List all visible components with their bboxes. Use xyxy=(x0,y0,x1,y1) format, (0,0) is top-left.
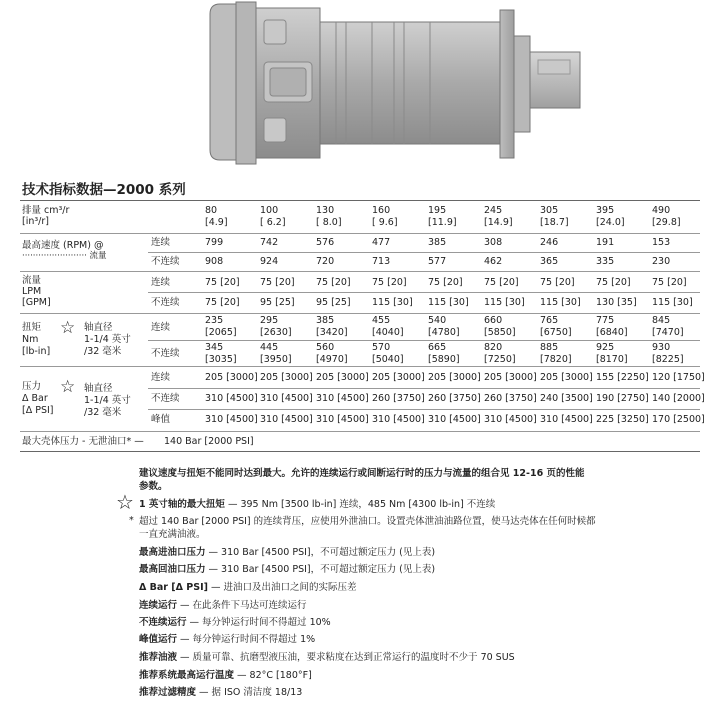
speed-cell: 191 xyxy=(596,237,615,248)
note-max-return-pressure: 最高回油口压力 — 310 Bar [4500 PSI]，不可超过额定压力 (见上表) xyxy=(139,564,436,575)
displacement-cell: 305 [18.7] xyxy=(540,205,569,228)
rule-after-speed xyxy=(20,271,700,272)
flow-cell: 95 [25] xyxy=(316,297,351,308)
torque-shaft-label: 轴直径 xyxy=(84,322,113,333)
flow-unit-gpm: [GPM] xyxy=(22,297,51,308)
speed-cell: 153 xyxy=(652,237,671,248)
mode-label: 连续 xyxy=(151,322,171,333)
flow-cell: 75 [20] xyxy=(652,277,687,288)
pressure-shaft-mm: /32 毫米 xyxy=(84,407,122,418)
pressure-cell: 205 [3000] xyxy=(540,372,593,383)
torque-cell: 845 [7470] xyxy=(652,315,684,338)
speed-cell: 713 xyxy=(372,256,391,267)
rule-after-displacement xyxy=(20,233,700,234)
note-fluid: 推荐油液 — 质量可靠、抗磨型液压油，要求粘度在达到正常运行的温度时不少于 70 SUS xyxy=(139,652,515,663)
note-case-drain-cont: 一直充满油液。 xyxy=(139,529,206,540)
flow-cell: 75 [20] xyxy=(205,297,240,308)
torque-cell: 925 [8170] xyxy=(596,342,628,365)
star-icon: ☆ xyxy=(60,318,76,338)
flow-cell: 75 [20] xyxy=(316,277,351,288)
note-max-speed-torque: 建议速度与扭矩不能同时达到最大。允许的连续运行或间断运行时的压力与流量的组合见 12-16 页的性能 xyxy=(139,468,585,479)
flow-cell: 115 [30] xyxy=(652,297,693,308)
speed-cell: 477 xyxy=(372,237,391,248)
mode-label: 连续 xyxy=(151,277,171,288)
rule-after-torque xyxy=(20,366,700,367)
torque-cell: 885 [7820] xyxy=(540,342,572,365)
flow-cell: 75 [20] xyxy=(428,277,463,288)
torque-cell: 235 [2065] xyxy=(205,315,237,338)
torque-shaft-inch: 1-1/4 英寸 xyxy=(84,334,131,345)
torque-unit-lbin: [lb-in] xyxy=(22,346,51,357)
pressure-cell: 310 [4500] xyxy=(316,393,369,404)
flow-label: 流量 xyxy=(22,275,42,286)
pressure-cell: 190 [2750] xyxy=(596,393,649,404)
flow-cell: 115 [30] xyxy=(372,297,413,308)
rule-after-flow xyxy=(20,313,700,314)
speed-cell: 799 xyxy=(205,237,224,248)
note-case-drain: 超过 140 Bar [2000 PSI] 的连续背压，应使用外泄油口。设置壳体泄油油路位置，使马达壳体在任何时候都 xyxy=(139,516,596,527)
torque-cell: 540 [4780] xyxy=(428,315,460,338)
pressure-cell: 310 [4500] xyxy=(372,414,425,425)
displacement-cell: 80 [4.9] xyxy=(205,205,228,228)
rule-after-pressure xyxy=(20,431,700,432)
note-max-temperature: 推荐系统最高运行温度 — 82°C [180°F] xyxy=(139,670,312,681)
flow-cell: 130 [35] xyxy=(596,297,637,308)
pressure-cell: 205 [3000] xyxy=(205,372,258,383)
motor-illustration xyxy=(196,0,586,168)
speed-label: 最高速度 (RPM) @ xyxy=(22,240,104,251)
table-top-rule xyxy=(20,200,700,201)
rule-torque-sub xyxy=(148,340,700,341)
rule-speed-sub xyxy=(148,252,700,253)
flow-cell: 75 [20] xyxy=(260,277,295,288)
torque-cell: 930 [8225] xyxy=(652,342,684,365)
displacement-label: 排量 cm³/r xyxy=(22,205,70,216)
pressure-shaft-label: 轴直径 xyxy=(84,383,113,394)
displacement-cell: 245 [14.9] xyxy=(484,205,513,228)
displacement-cell: 490 [29.8] xyxy=(652,205,681,228)
pressure-cell: 310 [4500] xyxy=(260,393,313,404)
pressure-shaft-inch: 1-1/4 英寸 xyxy=(84,395,131,406)
rule-flow-sub xyxy=(148,292,700,293)
pressure-cell: 310 [4500] xyxy=(540,414,593,425)
displacement-cell: 160 [ 9.6] xyxy=(372,205,398,228)
torque-cell: 660 [5850] xyxy=(484,315,516,338)
mode-label: 峰值 xyxy=(151,414,171,425)
pressure-cell: 205 [3000] xyxy=(260,372,313,383)
speed-cell: 365 xyxy=(540,256,559,267)
note-max-speed-torque-cont: 参数。 xyxy=(139,481,168,492)
displacement-cell: 395 [24.0] xyxy=(596,205,625,228)
flow-cell: 75 [20] xyxy=(372,277,407,288)
pressure-cell: 225 [3250] xyxy=(596,414,649,425)
speed-cell: 230 xyxy=(652,256,671,267)
note-asterisk: * xyxy=(129,515,134,526)
torque-cell: 445 [3950] xyxy=(260,342,292,365)
rule-pressure-sub1 xyxy=(148,388,700,389)
mode-label: 不连续 xyxy=(151,348,180,359)
note-delta-pressure: Δ Bar [Δ PSI] — 进油口及出油口之间的实际压差 xyxy=(139,582,357,593)
pressure-cell: 310 [4500] xyxy=(484,414,537,425)
displacement-cell: 195 [11.9] xyxy=(428,205,457,228)
speed-cell: 577 xyxy=(428,256,447,267)
speed-cell: 576 xyxy=(316,237,335,248)
mode-label: 连续 xyxy=(151,237,171,248)
note-shaft-torque: 1 英寸轴的最大扭矩 — 395 Nm [3500 lb-in] 连续，485 Nm [4300 lb-in] 不连续 xyxy=(139,499,496,510)
pressure-cell: 205 [3000] xyxy=(372,372,425,383)
table-bottom-rule xyxy=(20,451,700,452)
pressure-cell: 240 [3500] xyxy=(540,393,593,404)
flow-cell: 75 [20] xyxy=(205,277,240,288)
torque-cell: 765 [6750] xyxy=(540,315,572,338)
pressure-cell: 205 [3000] xyxy=(484,372,537,383)
note-intermittent: 不连续运行 — 每分钟运行时间不得超过 10% xyxy=(139,617,331,628)
speed-cell: 385 xyxy=(428,237,447,248)
pressure-cell: 310 [4500] xyxy=(205,414,258,425)
pressure-cell: 170 [2500] xyxy=(652,414,705,425)
flow-cell: 75 [20] xyxy=(540,277,575,288)
pressure-cell: 205 [3000] xyxy=(428,372,481,383)
speed-cell: 908 xyxy=(205,256,224,267)
pressure-cell: 260 [3750] xyxy=(484,393,537,404)
page-title: 技术指标数据—2000 系列 xyxy=(22,182,186,198)
displacement-cell: 100 [ 6.2] xyxy=(260,205,286,228)
speed-flow-label: ························ 流量 xyxy=(22,251,107,261)
displacement-unit: [in³/r] xyxy=(22,216,49,227)
speed-cell: 720 xyxy=(316,256,335,267)
pressure-cell: 205 [3000] xyxy=(316,372,369,383)
torque-cell: 570 [5040] xyxy=(372,342,404,365)
note-max-inlet-pressure: 最高进油口压力 — 310 Bar [4500 PSI]，不可超过额定压力 (见上表) xyxy=(139,547,436,558)
pressure-unit-psi: [Δ PSI] xyxy=(22,405,54,416)
torque-cell: 295 [2630] xyxy=(260,315,292,338)
torque-cell: 560 [4970] xyxy=(316,342,348,365)
note-filtration: 推荐过滤精度 — 据 ISO 清洁度 18/13 xyxy=(139,687,303,698)
pressure-cell: 140 [2000] xyxy=(652,393,705,404)
pressure-cell: 310 [4500] xyxy=(316,414,369,425)
flow-cell: 95 [25] xyxy=(260,297,295,308)
pressure-cell: 120 [1750] xyxy=(652,372,705,383)
torque-cell: 665 [5890] xyxy=(428,342,460,365)
torque-cell: 385 [3420] xyxy=(316,315,348,338)
pressure-cell: 310 [4500] xyxy=(205,393,258,404)
torque-cell: 345 [3035] xyxy=(205,342,237,365)
speed-cell: 308 xyxy=(484,237,503,248)
pressure-cell: 155 [2250] xyxy=(596,372,649,383)
max-case-pressure-value: 140 Bar [2000 PSI] xyxy=(164,436,254,447)
pressure-label: 压力 xyxy=(22,381,42,392)
torque-cell: 820 [7250] xyxy=(484,342,516,365)
pressure-cell: 260 [3750] xyxy=(428,393,481,404)
flow-unit: LPM xyxy=(22,286,42,297)
note-peak: 峰值运行 — 每分钟运行时间不得超过 1% xyxy=(139,634,316,645)
mode-label: 不连续 xyxy=(151,256,180,267)
flow-cell: 115 [30] xyxy=(484,297,525,308)
speed-cell: 462 xyxy=(484,256,503,267)
speed-cell: 335 xyxy=(596,256,615,267)
rule-pressure-sub2 xyxy=(148,409,700,410)
speed-cell: 246 xyxy=(540,237,559,248)
pressure-cell: 260 [3750] xyxy=(372,393,425,404)
max-case-pressure-label: 最大壳体压力 - 无泄油口* — xyxy=(22,436,144,447)
mode-label: 连续 xyxy=(151,372,171,383)
pressure-unit: Δ Bar xyxy=(22,393,48,404)
flow-cell: 115 [30] xyxy=(540,297,581,308)
star-icon: ☆ xyxy=(60,377,76,397)
star-icon: ☆ xyxy=(116,490,134,514)
note-continuous: 连续运行 — 在此条件下马达可连续运行 xyxy=(139,600,307,611)
speed-cell: 924 xyxy=(260,256,279,267)
displacement-cell: 130 [ 8.0] xyxy=(316,205,342,228)
torque-shaft-mm: /32 毫米 xyxy=(84,346,122,357)
pressure-cell: 310 [4500] xyxy=(260,414,313,425)
torque-cell: 455 [4040] xyxy=(372,315,404,338)
torque-label: 扭矩 xyxy=(22,322,42,333)
flow-cell: 75 [20] xyxy=(484,277,519,288)
flow-cell: 75 [20] xyxy=(596,277,631,288)
torque-unit: Nm xyxy=(22,334,39,345)
speed-cell: 742 xyxy=(260,237,279,248)
mode-label: 不连续 xyxy=(151,297,180,308)
mode-label: 不连续 xyxy=(151,393,180,404)
torque-cell: 775 [6840] xyxy=(596,315,628,338)
pressure-cell: 310 [4500] xyxy=(428,414,481,425)
flow-cell: 115 [30] xyxy=(428,297,469,308)
